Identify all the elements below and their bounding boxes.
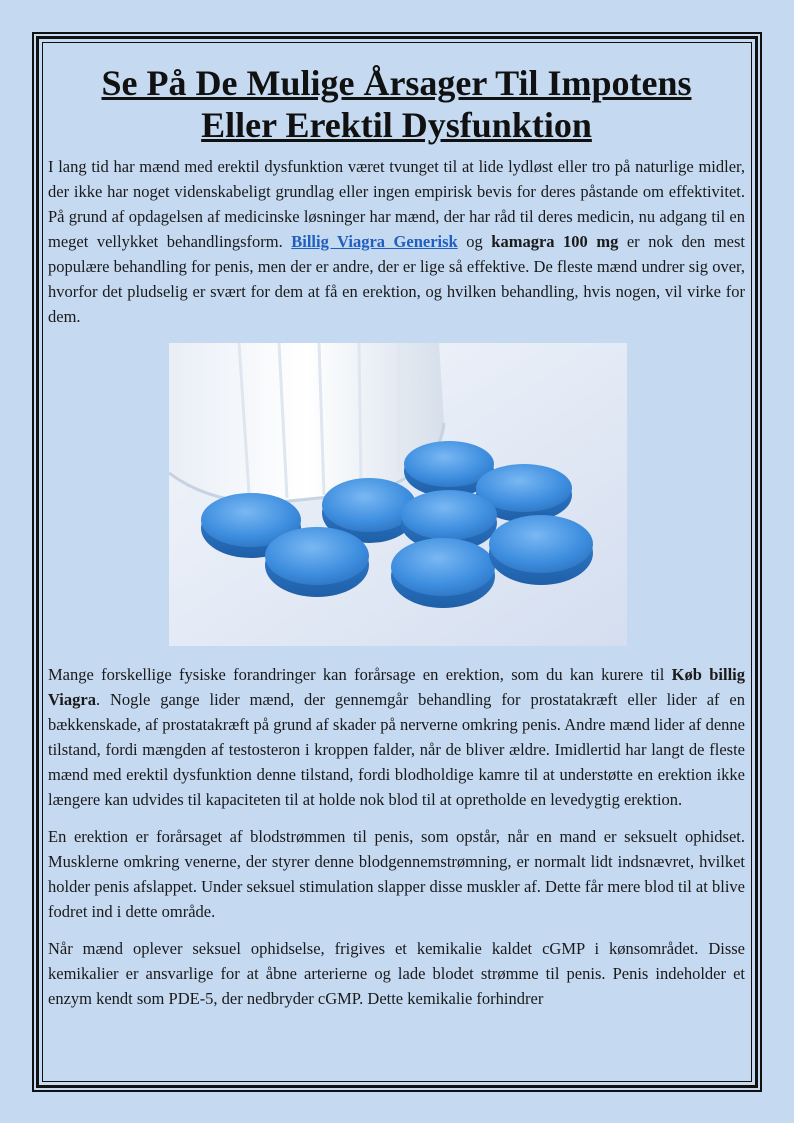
intro-text-b: og: [457, 232, 492, 251]
kob-billig-viagra-bold: Køb billig Viagra: [48, 665, 745, 709]
document-body: [48, 62, 745, 1023]
physical-text-a: Mange forskellige fysiske forandringer kan forårsage en erektion, som du kan kurere til: [48, 665, 672, 684]
pills-photo: [169, 343, 627, 646]
paragraph-blood-flow: En erektion er forårsaget af blodstrømmen til penis, som opstår, når en mand er seksuelt ophidset. Musklerne omkring venerne, der styrer denne blodgennemstrømning, er normalt lidt indsnævret, hvilket holder penis afslappet. Under seksuel stimulation slapper disse muskler af. Dette får mere blod til at blive fodret ind i dette område.: [48, 827, 745, 921]
physical-text-b: . Nogle gange lider mænd, der gennemgår behandling for prostatakræft eller lider af en bækkenskade, af prostatakræft på grund af skader på nerverne omkring penis. Andre mænd lider af denne tilstand, fordi mængden af testosteron i kroppen falder, når de bliver ældre. Imidlertid har langt de fleste mænd med erektil dysfunktion denne tilstand, fordi blodholdige kamre til at understøtte en erektion ikke længere kan udvides til kapaciteten til at holde nok blod til at opretholde en levedygtig erektion.: [48, 690, 745, 809]
kamagra-bold: kamagra 100 mg: [491, 232, 619, 251]
intro-text-a: I lang tid har mænd med erektil dysfunktion været tvunget til at lide lydløst eller tro på naturlige midler, der ikke har noget videnskabeligt grundlag eller ingen empirisk bevis for deres påstande om effektivitet. På grund af opdagelsen af medicinske løsninger har mænd, der har råd til deres medicin, nu adgang til en meget vellykket behandlingsform.: [48, 157, 745, 251]
intro-text-c: er nok den mest populære behandling for penis, men der er andre, der er lige så effektive. De fleste mænd undrer sig over, hvorfor det pludselig er svært for dem at få en erektion, og hvilken behandling, hvis nogen, vil virke for dem.: [48, 232, 745, 326]
title-line-2: Eller Erektil Dysfunktion: [201, 105, 592, 145]
page-title: [48, 62, 745, 146]
title-line-1: Se På De Mulige Årsager Til Impotens: [101, 63, 692, 103]
paragraph-cgmp: Når mænd oplever seksuel ophidselse, frigives et kemikalie kaldet cGMP i kønsområdet. Disse kemikalier er ansvarlige for at åbne arterierne og lade blodet strømme til penis. Penis indeholder et enzym kendt som PDE-5, der nedbryder cGMP. Dette kemikalie forhindrer: [48, 939, 745, 1008]
paragraph-intro: [48, 154, 745, 329]
billig-viagra-generisk-link[interactable]: Billig Viagra Generisk: [291, 232, 458, 251]
paragraph-physical-changes: [48, 662, 745, 812]
